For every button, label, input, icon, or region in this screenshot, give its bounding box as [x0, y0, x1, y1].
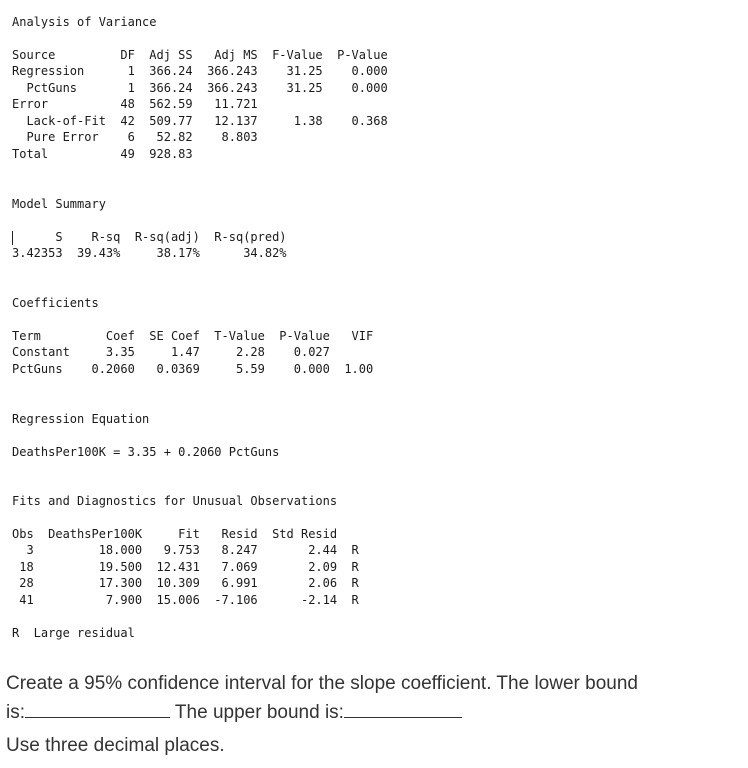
model-summary-row: 3.42353 39.43% 38.17% 34.82%: [12, 246, 287, 260]
lower-bound-blank[interactable]: [25, 699, 170, 718]
unusual-note: R Large residual: [12, 626, 135, 640]
unusual-observations-title: Fits and Diagnostics for Unusual Observations: [12, 494, 338, 508]
unusual-header: Obs DeathsPer100K Fit Resid Std Resid: [12, 527, 338, 541]
anova-row-pctguns: PctGuns 1 366.24 366.243 31.25 0.000: [12, 81, 388, 95]
regression-equation: DeathsPer100K = 3.35 + 0.2060 PctGuns: [12, 445, 280, 459]
upper-bound-label: The upper bound is:: [170, 702, 344, 723]
regression-equation-title: Regression Equation: [12, 412, 150, 426]
lower-bound-label: is:: [6, 702, 25, 723]
unusual-row: 28 17.300 10.309 6.991 2.06 R: [12, 576, 359, 590]
anova-row-pure-error: Pure Error 6 52.82 8.803: [12, 130, 258, 144]
anova-title: Analysis of Variance: [12, 15, 157, 29]
question-line-1: Create a 95% confidence interval for the slope coefficient. The lower bound: [6, 673, 638, 694]
anova-header: Source DF Adj SS Adj MS F-Value P-Value: [12, 48, 388, 62]
coefficients-row-constant: Constant 3.35 1.47 2.28 0.027: [12, 345, 330, 359]
coefficients-title: Coefficients: [12, 296, 99, 310]
model-summary-title: Model Summary: [12, 197, 106, 211]
question-line-3: Use three decimal places.: [6, 735, 225, 756]
question-line-2: [6, 699, 462, 724]
unusual-row: 41 7.900 15.006 -7.106 -2.14 R: [12, 593, 359, 607]
anova-row-regression: Regression 1 366.24 366.243 31.25 0.000: [12, 64, 388, 78]
anova-row-error: Error 48 562.59 11.721: [12, 97, 258, 111]
anova-row-total: Total 49 928.83: [12, 147, 193, 161]
model-summary-header: S R-sq R-sq(adj) R-sq(pred): [12, 230, 287, 244]
coefficients-header: Term Coef SE Coef T-Value P-Value VIF: [12, 329, 374, 343]
upper-bound-blank[interactable]: [344, 699, 462, 718]
unusual-row: 18 19.500 12.431 7.069 2.09 R: [12, 560, 359, 574]
coefficients-row-pctguns: PctGuns 0.2060 0.0369 5.59 0.000 1.00: [12, 362, 374, 376]
unusual-row: 3 18.000 9.753 8.247 2.44 R: [12, 543, 359, 557]
anova-row-lack-of-fit: Lack-of-Fit 42 509.77 12.137 1.38 0.368: [12, 114, 388, 128]
